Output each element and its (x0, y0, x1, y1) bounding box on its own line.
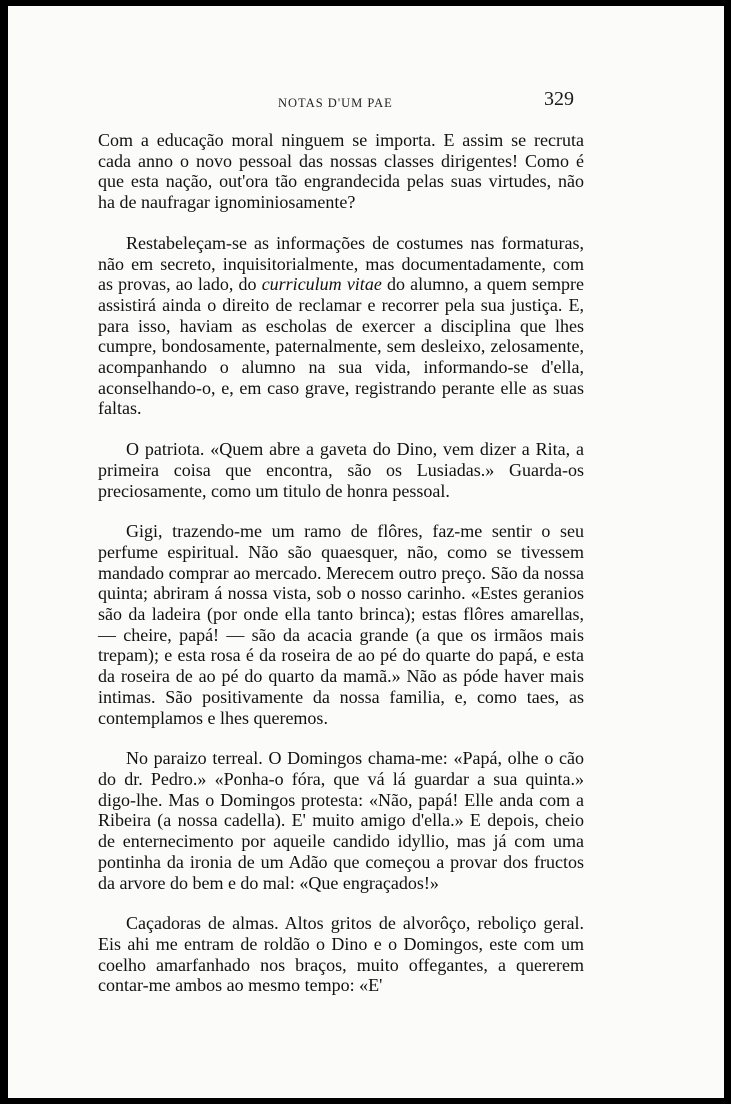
running-title: NOTAS D'UM PAE (278, 96, 393, 110)
page-content (8, 6, 724, 1098)
paragraph-6-text: Caçadoras de almas. Altos gritos de alvorôço, reboliço geral. Eis ahi me entram de roldão o Dino e o Domingos, este com um coelho amarfanhado nos braços, muito offegantes, a quererem contar-me ambos ao mesmo tempo: «E' (98, 913, 584, 996)
paragraph-5-text: No paraizo terreal. O Domingos chama-me: «Papá, olhe o cão do dr. Pedro.» «Ponha-o fóra, que vá lá guardar a sua quinta.» digo-lhe. Mas o Domingos protesta: «Não, papá! Elle anda com a Ribeira (a nossa cadella). E' muito amigo d'ella.» E depois, cheio de enternecimento por aqueile candido idyllio, mas já com uma pontinha da ironia de um Adão que começou a provar dos fructos da arvore do bem e do mal: «Que engraçados!» (98, 748, 584, 893)
paragraph-1 (98, 130, 584, 213)
paragraph-3 (98, 439, 584, 501)
paragraph-1-text: Com a educação moral ninguem se importa. E assim se recruta cada anno o novo pessoal das nossas classes dirigentes! Como é que esta nação, out'ora tão engrandecida pelas suas virtudes, não ha de naufragar ignominiosamente? (98, 130, 584, 213)
paragraph-2-text-start: Restabeleçam-se as informações de costumes nas formaturas, não em secreto, inquisitorialmente, mas documentadamente, com as provas, ao lado, do (98, 232, 584, 295)
paragraph-5 (98, 748, 584, 893)
paragraph-2 (98, 233, 584, 419)
paragraph-3-text: O patriota. «Quem abre a gaveta do Dino, vem dizer a Rita, a primeira coisa que encontra, são os Lusiadas.» Guarda-os preciosamente, como um titulo de honra pessoal. (98, 439, 584, 501)
book-page (8, 6, 724, 1098)
paragraph-2-italic: curriculum vitae (261, 274, 382, 295)
body-text (98, 130, 584, 1016)
paragraph-4-text: Gigi, trazendo-me um ramo de flôres, faz-me sentir o seu perfume espiritual. Não são quaesquer, não, como se tivessem mandado comprar ao mercado. Merecem outro preço. São da nossa quinta; abriram á nossa vista, sob o nosso carinho. «Estes geranios são da ladeira (por onde ella tanto brinca); estas flôres amarellas, — cheire, papá! — são da acacia grande (a que os irmãos mais trepam); e esta rosa é da roseira de ao pé do quarte do papá, e esta da roseira de ao pé do quarto da mamã.» Não as póde haver mais intimas. São positivamente da nossa familia, e, como taes, as contemplamos e lhes queremos. (98, 521, 584, 728)
paragraph-6 (98, 913, 584, 996)
page-number: 329 (544, 88, 574, 110)
paragraph-4 (98, 521, 584, 728)
paragraph-2-text-end: do alumno, a quem sempre assistirá ainda o direito de reclamar e recorrer pela sua justiça. E, para isso, haviam as escholas de exercer a disciplina que lhes cumpre, bondosamente, paternalmente, sem desleixo, zelosamente, acompanhando o alumno na sua vida, informando-se d'ella, aconselhando-o, e, em caso grave, registrando perante elle as suas faltas. (98, 274, 584, 419)
